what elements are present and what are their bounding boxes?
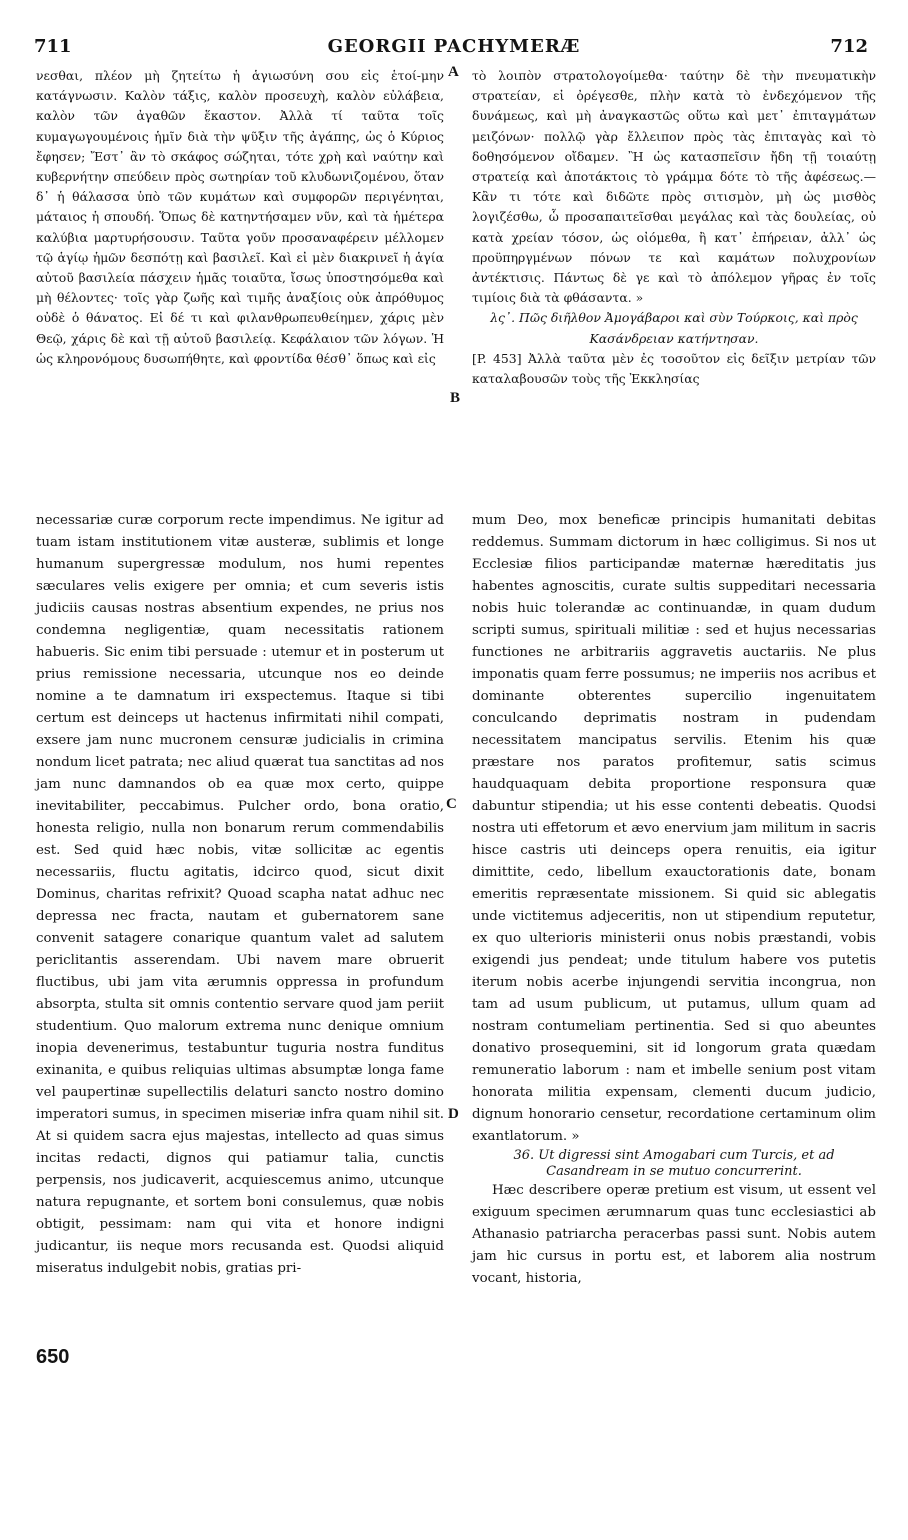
latin-chapter-heading: 36. Ut digressi sint Amogabari cum Turcis, et ad Casandream in se mutuo concurrerint.	[513, 1148, 835, 1179]
greek-chapter-heading: λς᾽. Πῶς διῆλθον Ἀμογάβαροι καὶ σὺν Τούρκοις, καὶ πρὸς Κασάνδρειαν κατήντησαν.	[490, 310, 858, 346]
latin-text-after-heading: Hæc describere operæ pretium est visum, ut essent vel exiguum specimen ærumnarum quas tunc ecclesiastici ab Athanasio patriarcha peracerbas passi sunt. Nobis autem jam hic cursus in portu est, et laborem alia nostrum vocant, historia,	[472, 1183, 876, 1286]
latin-column-right	[472, 510, 876, 1290]
greek-text-right: τὸ λοιπὸν στρατολογοίμεθα· ταύτην δὲ τὴν πνευματικὴν στρατείαν, εἰ ὀρέγεσθε, πλὴν κατὰ τὸ ἐνδεχόμενον τῆς δυνάμεως, καὶ μὴ ἀναγκαστῶς οὕτω καὶ μετ᾽ ἐπιταγμάτων μειζόνων· πολλῷ γὰρ ἔλλειπον πρὸς τὰς ἐπιταγὰς καὶ τὸ δοθησόμενον οἴδαμεν. Ἢ ὡς κατασπεῖσιν ἤδη τῇ τοιαύτῃ στρατείᾳ καὶ ἀποτάκτοις τὸ γράμμα δότε τὸ τῆς ἀφέσεως.—Κἂν τι τότε καὶ διδῶτε πρὸς σιτισμὸν, μὴ ὡς μισθὸς λογιζέσθω, ὧ προσαπαιτεῖσθαι μεγάλας καὶ τὰς δουλείας, οὐ κατὰ χρείαν τόσον, ὡς οἰόμεθα, ἢ κατ᾽ ἐπήρειαν, ἀλλ᾽ ὡς προϋπηργμένων πόνων τε καὶ καμάτων πολυχρονίων ἀντέκτισις. Πάντως δὲ γε καὶ τὸ ἀπόλεμον γῆρας ἐν τοῖς τιμίοις διὰ τὰ φθάσαντα. »	[472, 68, 876, 306]
margin-letter-a: A	[448, 64, 459, 80]
greek-column-left	[36, 66, 444, 369]
running-title: GEORGII PACHYMERÆ	[327, 36, 581, 57]
line-number-marker: 650	[36, 1346, 70, 1368]
page-number-right: 712	[830, 36, 868, 57]
latin-text-right: mum Deo, mox beneficæ principis humanitati debitas reddemus. Summam dictorum in hæc colligimus. Si nos ut Ecclesiæ filios participandæ maternæ hæreditatis jus habentes agnoscitis, curate sultis suppeditari necessaria nobis huic tolerandæ ac continuandæ, in quam dudum scripti sumus, spirituali militiæ : sed et hujus necessarias functiones ne arbitrariis aggravetis auctariis. Ne plus imponatis quam ferre possumus; ne imperiis nos acribus et dominante obterentes supercilio ingenuitatem conculcando deprimatis nostram in pudendam necessitatem mancipatus servilis. Etenim his quæ præstare nos paratos profitemur, satis scimus haudquaquam debita proportione responsura quæ dabuntur stipendia; ut his esse contenti debeatis. Quodsi nostra uti effetorum et ævo enervium jam militum in sacris hisce castris uti deinceps opera renuitis, eia igitur dimittite, cedo, libellum exauctorationis date, bonam emeritis repræsentate missionem. Si quid sic ablegatis unde victitemus adjeceritis, non ut stipendium reputetur, ex quo ulterioris ministerii onus nobis præstandi, vobis exigendi jus pendeat; unde titulum habere vos putetis iterum nobis acerbe injungendi servitia incongrua, non tam ad usum publicum, ut putamus, ullum quam ad nostram contumeliam pertinentia. Sed si quo abeuntes donativo prosequemini, sit id longorum grata quædam remuneratio laborum : nam et imbelle senium post vitam honorata militia expensam, clementi ducum judicio, dignum honorario censetur, recordatione certaminum olim exantlatorum. »	[472, 513, 876, 1144]
margin-letter-d: D	[448, 1106, 459, 1122]
greek-text-left: νεσθαι, πλέον μὴ ζητείτω ἡ ἁγιωσύνη σου εἰς ἑτοί-μην κατάγνωσιν. Καλὸν τάξις, καλὸν προσευχὴ, καλὸν εὐλάβεια, καλὸν τῶν ἀγαθῶν ἕκαστον. Ἀλλὰ τί ταῦτα τοῖς κυμαγωγουμένοις ἡμῖν διὰ τὴν ψῦξιν τῆς ἀγάπης, ὡς ὁ Κύριος ἔφησεν; Ἔστ᾽ ἂν τὸ σκάφος σώζηται, τότε χρὴ καὶ ναύτην καὶ κυβερνήτην σπεύδειν πρὸς σωτηρίαν τοῦ κλυδωνιζομένου, ὅταν δ᾽ ἡ θάλασσα ὑπὸ τῶν κυμάτων καὶ συμφορῶν περιγένηται, μάταιος ἡ σπουδή. Ὅπως δὲ κατηντήσαμεν νῦν, καὶ τὰ ἡμέτερα καλύβια μαρτυρήσουσιν. Ταῦτα γοῦν προσαναφέρειν μέλλομεν τῷ ἁγίῳ ἡμῶν δεσπότῃ καὶ βασιλεῖ. Καὶ εἰ μὲν διακρινεῖ ἡ ἁγία αὐτοῦ βασιλεία πάσχειν ἡμᾶς τοιαῦτα, ἴσως ὑποστησόμεθα καὶ μὴ θέλοντες· τοῖς γὰρ ζωῆς καὶ τιμῆς ἀναξίοις οὐκ ἀπρόθυμος οὐδὲ ὁ θάνατος. Εἰ δέ τι καὶ φιλανθρωπευθείημεν, χάρις μὲν Θεῷ, χάρις δὲ καὶ τῇ αὐτοῦ βασιλείᾳ. Κεφάλαιον τῶν λόγων. Ἡ ὡς κληρονόμους δυσωπήθητε, καὶ φροντίδα θέσθ᾽ ὅπως καὶ εἰς	[36, 68, 444, 366]
greek-text-continuation: [P. 453] Ἀλλὰ ταῦτα μὲν ἐς τοσοῦτον εἰς δεῖξιν μετρίαν τῶν καταλαβουσῶν τοὺς τῆς Ἐκκλησίας	[472, 350, 876, 387]
latin-text-left: necessariæ curæ corporum recte impendimus. Ne igitur ad tuam istam institutionem vitæ austeræ, sublimis et longe humanum supergressæ modulum, nos humi repentes sæculares velis exigere per omnia; et cum severis istis judiciis causas nostras absentium expendes, ne prius nos condemna negligentiæ, quam necessitatis rationem habueris. Sic enim tibi persuade : utemur et in posterum ut prius remissione necessaria, utcunque nos eo deinde nomine a te damnatum iri exspectemus. Itaque si tibi certum est deinceps ut hactenus infirmitati nihil compati, exsere jam nunc mucronem censuræ judicialis in crimina nondum licet patrata; nec aliud quærat tua sanctitas ad nos jam nunc damnandos ob ea quæ mox certo, quippe inevitabiliter, peccabimus. Pulcher ordo, bona oratio, honesta religio, nulla non bonarum rerum commendabilis est. Sed quid hæc nobis, vitæ sollicitæ ac egentis necessariis, fluctu agitatis, idcirco quod, sicut dixit Dominus, charitas refrixit? Quoad scapha natat adhuc nec depressa nec fracta, nautam et gubernatorem sane convenit satagere conarique quantum valet ad salutem periclitantis asserendam. Ubi navem mare obruerit fluctibus, ubi jam vita ærumnis oppressa in profundum absorpta, stulta sit omnis contentio servare quod jam periit studentium. Quo malorum extrema nunc denique omnium inopia devenerimus, testabuntur tuguria nostra funditus exinanita, e quibus reliquias ultimas absumptæ longa fame vel paupertinæ supellectilis delaturi sancto nostro domino imperatori sumus, in specimen miseriæ infra quam nihil sit. At si quidem sacra ejus majestas, intellecto ad quas simus incitas redacti, dignos qui patiamur talia, cunctis perpensis, nos judicaverit, acquiescemus animo, utcunque natura repugnante, et sortem boni consulemus, quæ nobis obtigit, pessimam: nam qui vita et honore indigni judicantur, iis neque mors recusanda est. Quodsi aliquid miseratus indulgebit nobis, gratias pri-	[36, 513, 444, 1276]
margin-letter-b: B	[450, 390, 461, 406]
greek-column-right	[472, 66, 876, 389]
margin-letter-c: C	[446, 796, 457, 812]
page-number-left: 711	[34, 36, 72, 57]
latin-column-left	[36, 510, 444, 1280]
